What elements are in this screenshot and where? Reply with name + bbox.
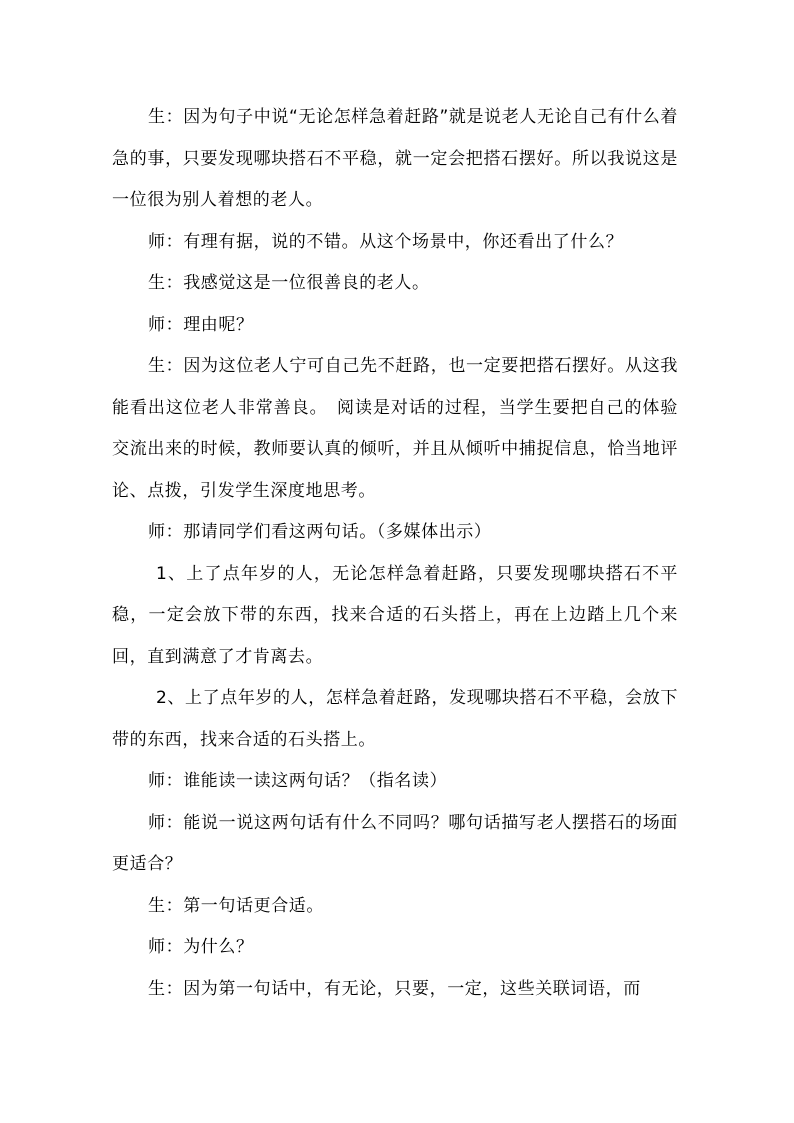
paragraph-sentence-2: 2、上了点年岁的人，怎样急着赶路，发现哪块搭石不平稳，会放下带的东西，找来合适的石头搭上。 — [112, 688, 678, 750]
paragraph-student-kind: 生：我感觉这是一位很善良的老人。 — [148, 273, 430, 293]
paragraph-student-reason: 生：因为句子中说“无论怎样急着赶路”就是说老人无论自己有什么着急的事，只要发现哪块搭石不平稳，就一定会把搭石摆好。所以我说这是一位很为别人着想的老人。 — [112, 107, 678, 210]
paragraph-sentence-1: 1、上了点年岁的人，无论怎样急着赶路，只要发现哪块搭石不平稳，一定会放下带的东西，找来合适的石头搭上，再在上边踏上几个来回，直到满意了才肯离去。 — [112, 563, 678, 667]
paragraph-teacher-comment: 师：有理有据，说的不错。从这个场景中，你还看出了什么？ — [148, 231, 624, 252]
paragraph-student-first: 生：第一句话更合适。 — [148, 895, 324, 916]
document-body — [112, 97, 678, 1010]
paragraph-student-conjunctions: 生：因为第一句话中，有无论，只要，一定，这些关联词语，而 — [148, 978, 641, 999]
paragraph-teacher-compare: 师：能说一说这两句话有什么不同吗？哪句话描写老人摆搭石的场面更适合？ — [112, 812, 678, 874]
paragraph-teacher-show: 师：那请同学们看这两句话。（多媒体出示） — [148, 522, 492, 542]
paragraph-teacher-read: 师：谁能读一读这两句话？（指名读） — [148, 771, 448, 791]
paragraph-teacher-whyagain: 师：为什么？ — [148, 937, 254, 957]
paragraph-student-explain: 生：因为这位老人宁可自己先不赶路，也一定要把搭石摆好。从这我能看出这位老人非常善良。 阅读是对话的过程，当学生要把自己的体验交流出来的时候，教师要认真的倾听，并且从倾听中捕捉信息，恰当地评论、点拨，引发学生深度地思考。 — [112, 356, 678, 501]
paragraph-teacher-why: 师：理由呢？ — [148, 314, 254, 335]
